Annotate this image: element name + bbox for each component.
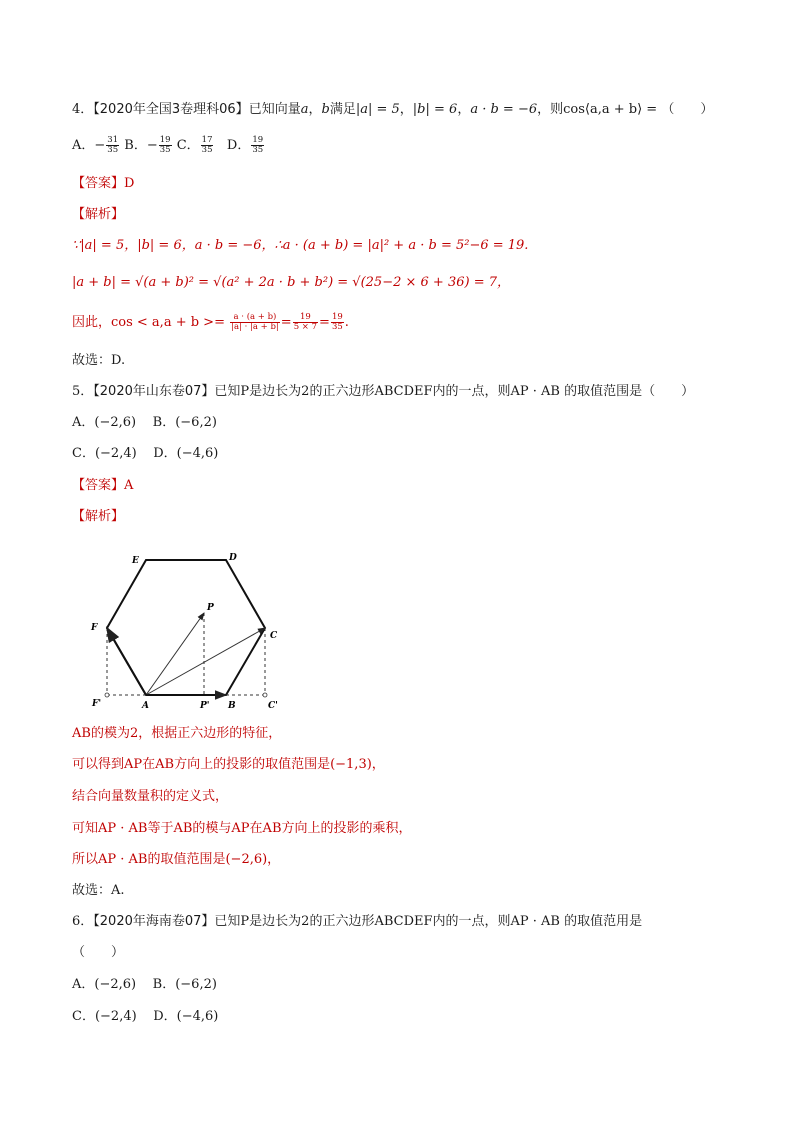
q5-stem <box>72 383 694 401</box>
q6-source: 【2020年海南卷07】 <box>93 914 215 929</box>
hexagon-figure <box>88 548 288 710</box>
q5-option-c: (−2,4) <box>94 446 137 461</box>
q5-analysis-line3: 结合向量数量积的定义式， <box>72 789 229 804</box>
q5-options-row2: C．(−2,4) D．(−4,6) <box>72 446 219 461</box>
label-f-prime: F' <box>92 699 102 709</box>
q6-stem-text: 已知P是边长为2的正六边形ABCDEF内的一点，则AP · AB 的取值范用是 <box>214 914 643 929</box>
q4-cond1: |a| = 5 <box>355 102 400 117</box>
vector-ac <box>146 628 265 695</box>
q6-option-a: (−2,6) <box>94 977 137 992</box>
q4-frac1: $\frac{a \cdot (a + b)}{|a| \cdot |a + b|}$ <box>231 312 279 332</box>
q5-option-b: (−6,2) <box>175 415 217 430</box>
q5-answer <box>72 477 133 495</box>
q4-source: 【2020年全国3卷理科06】 <box>93 102 249 117</box>
q4-line3-prefix: 因此，cos < a,a + b >= <box>72 315 225 330</box>
vector-af <box>107 628 146 695</box>
q4-analysis-line1: ∵|a| = 5，|b| = 6，a · b = −6，∴a · (a + b) = |a|² + a · b = 5²−6 = 19. <box>72 238 529 253</box>
q4-conclusion: 故选：D. <box>72 353 126 368</box>
q6-number: 6． <box>72 914 94 929</box>
q4-frac3: $\frac{19}{35}$ <box>331 312 343 332</box>
q4-sep: ， <box>308 102 322 117</box>
q4-option-d: D． $\frac{19}{35}$ <box>226 135 264 155</box>
q6-options-row2: C．(−2,4) D．(−4,6) <box>72 1009 219 1024</box>
q4-cond2: |b| = 6 <box>412 102 458 117</box>
label-c-prime: C' <box>268 701 278 710</box>
label-c: C <box>270 631 278 641</box>
q4-stem: 4．【2020年全国3卷理科06】已知向量a，b满足|a| = 5，|b| = 6，a · b = −6，则cos⟨a,a + b⟩ = （ ） <box>72 102 714 117</box>
q5-option-a: (−2,6) <box>94 415 137 430</box>
q4-analysis-line2: |a + b| = √(a + b)² = √(a² + 2a · b + b²) = √(25−2 × 6 + 36) = 7， <box>72 275 510 290</box>
q4-var-a: a <box>300 102 309 117</box>
q4-options <box>72 136 265 155</box>
label-p-prime: P' <box>200 701 210 710</box>
label-e: E <box>132 556 139 566</box>
q4-option-b: B．− $\frac{19}{35}$ <box>124 135 171 155</box>
hexagon-outline <box>107 560 265 695</box>
q4-analysis-label: 【解析】 <box>72 207 125 222</box>
label-p: P <box>207 603 214 613</box>
q4-cond3: a · b = −6 <box>470 102 538 117</box>
label-f: F <box>91 623 98 633</box>
q5-answer-value: A <box>124 478 134 493</box>
q4-stem-b: 满足 <box>329 102 356 117</box>
q6-option-c: (−2,4) <box>94 1009 137 1024</box>
q4-stem-c: ，则 <box>537 102 564 117</box>
label-d: D <box>229 553 237 563</box>
q6-stem <box>72 913 642 931</box>
q5-options-row1: A．(−2,6) B．(−6,2) <box>72 415 217 430</box>
q5-answer-label: 【答案】 <box>72 478 125 493</box>
q5-option-d: (−4,6) <box>176 446 219 461</box>
label-b: B <box>228 701 236 710</box>
q4-frac2: $\frac{19}{5 \times 7}$ <box>293 312 318 332</box>
q6-options-row1: A．(−2,6) B．(−6,2) <box>72 977 217 992</box>
q6-option-b: (−6,2) <box>175 977 217 992</box>
q5-analysis-line5: 所以AP · AB的取值范围是(−2,6)， <box>72 852 281 867</box>
q5-number: 5． <box>72 384 94 399</box>
q4-option-a: A．− $\frac{31}{35}$ <box>72 135 119 155</box>
q4-answer-label: 【答案】 <box>72 176 125 191</box>
q4-stem-a: 已知向量 <box>248 102 301 117</box>
q4-answer <box>72 175 134 193</box>
q4-expr: cos⟨a,a + b⟩ = （ ） <box>563 102 714 117</box>
q4-number: 4． <box>72 102 94 117</box>
q4-option-c: C． $\frac{17}{35}$ <box>176 135 213 155</box>
q4-analysis-line3: 因此，cos < a,a + b >= $\frac{a \cdot (a + b)}{|a| \cdot |a + b|}$ = $\frac{19}{5 \times 7}$ = $\frac{19}{35}$ . <box>72 312 349 332</box>
q4-answer-value: D <box>124 176 135 191</box>
q5-stem-text: 已知P是边长为2的正六边形ABCDEF内的一点，则AP · AB 的取值范围是（ ） <box>214 384 695 399</box>
q5-analysis-line2: 可以得到AP在AB方向上的投影的取值范围是(−1,3)， <box>72 757 385 772</box>
q5-conclusion: 故选：A. <box>72 883 125 898</box>
q6-stem-cont: （ ） <box>72 945 125 960</box>
vector-ap <box>146 613 204 695</box>
label-a: A <box>142 701 149 710</box>
q4-var-b: b <box>321 102 330 117</box>
q5-source: 【2020年山东卷07】 <box>93 384 215 399</box>
q6-option-d: (−4,6) <box>176 1009 219 1024</box>
q5-analysis-line1: AB的模为2，根据正六边形的特征， <box>72 726 282 741</box>
q5-analysis-label: 【解析】 <box>72 509 125 524</box>
q5-analysis-line4: 可知AP · AB等于AB的模与AP在AB方向上的投影的乘积， <box>72 821 412 836</box>
